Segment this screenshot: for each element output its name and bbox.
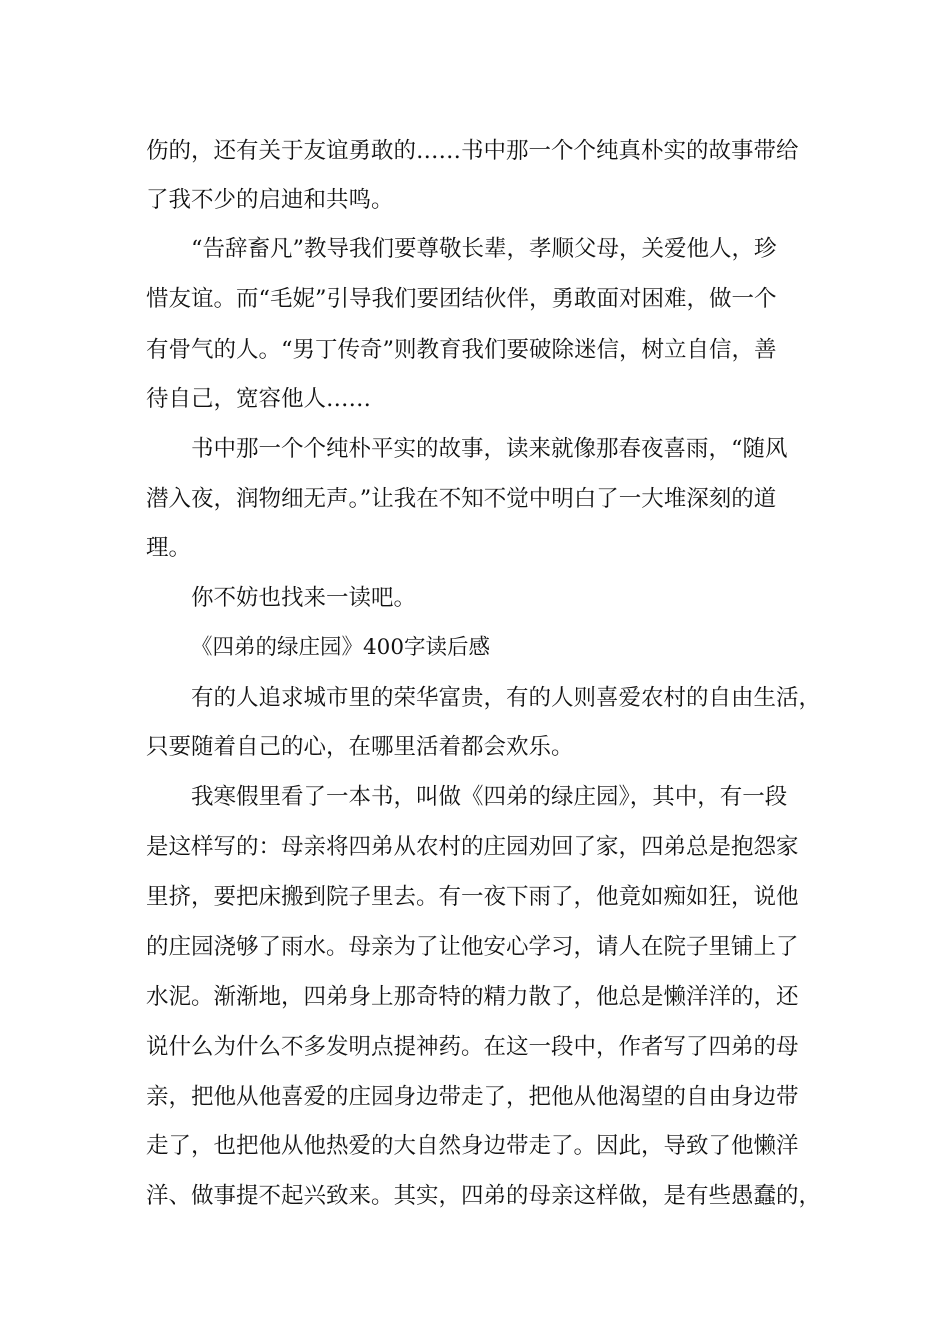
text-line: 伤的，还有关于友谊勇敢的……书中那一个个纯真朴实的故事带给 <box>146 138 799 164</box>
paragraph-start-line: 你不妨也找来一读吧。 <box>191 585 417 611</box>
paragraph-start-line: 有的人追求城市里的荣华富贵，有的人则喜爱农村的自由生活， <box>191 685 822 711</box>
paragraph-start-line: 书中那一个个纯朴平实的故事，读来就像那春夜喜雨，“随风 <box>191 436 788 462</box>
text-line: 走了，也把他从他热爱的大自然身边带走了。因此，导致了他懒洋 <box>146 1133 799 1159</box>
text-line: 了我不少的启迪和共鸣。 <box>146 187 394 213</box>
text-line: 洋、做事提不起兴致来。其实，四弟的母亲这样做，是有些愚蠢的， <box>146 1183 822 1209</box>
text-line: 潜入夜，润物细无声。”让我在不知不觉中明白了一大堆深刻的道 <box>146 486 777 512</box>
text-line: 是这样写的：母亲将四弟从农村的庄园劝回了家，四弟总是抱怨家 <box>146 834 799 860</box>
text-line: 有骨气的人。“男丁传奇”则教育我们要破除迷信，树立自信，善 <box>146 337 777 363</box>
text-line: 说什么为什么不多发明点提神药。在这一段中，作者写了四弟的母 <box>146 1034 799 1060</box>
text-line: 只要随着自己的心，在哪里活着都会欢乐。 <box>146 734 574 760</box>
text-line: 理。 <box>146 535 192 561</box>
text-line: 里挤，要把床搬到院子里去。有一夜下雨了，他竟如痴如狂，说他 <box>146 884 799 910</box>
paragraph-start-line: “告辞畜凡”教导我们要尊敬长辈，孝顺父母，关爱他人，珍 <box>191 236 777 262</box>
section-title: 《四弟的绿庄园》400字读后感 <box>191 635 491 660</box>
text-line: 的庄园浇够了雨水。母亲为了让他安心学习，请人在院子里铺上了 <box>146 934 799 960</box>
text-line: 亲，把他从他喜爱的庄园身边带走了，把他从他渴望的自由身边带 <box>146 1084 799 1110</box>
text-line: 惜友谊。而“毛妮”引导我们要团结伙伴，勇敢面对困难，做一个 <box>146 286 777 312</box>
paragraph-start-line: 我寒假里看了一本书，叫做《四弟的绿庄园》，其中，有一段 <box>191 784 788 810</box>
text-line: 水泥。渐渐地，四弟身上那奇特的精力散了，他总是懒洋洋的，还 <box>146 984 799 1010</box>
text-line: 待自己，宽容他人…… <box>146 386 372 412</box>
